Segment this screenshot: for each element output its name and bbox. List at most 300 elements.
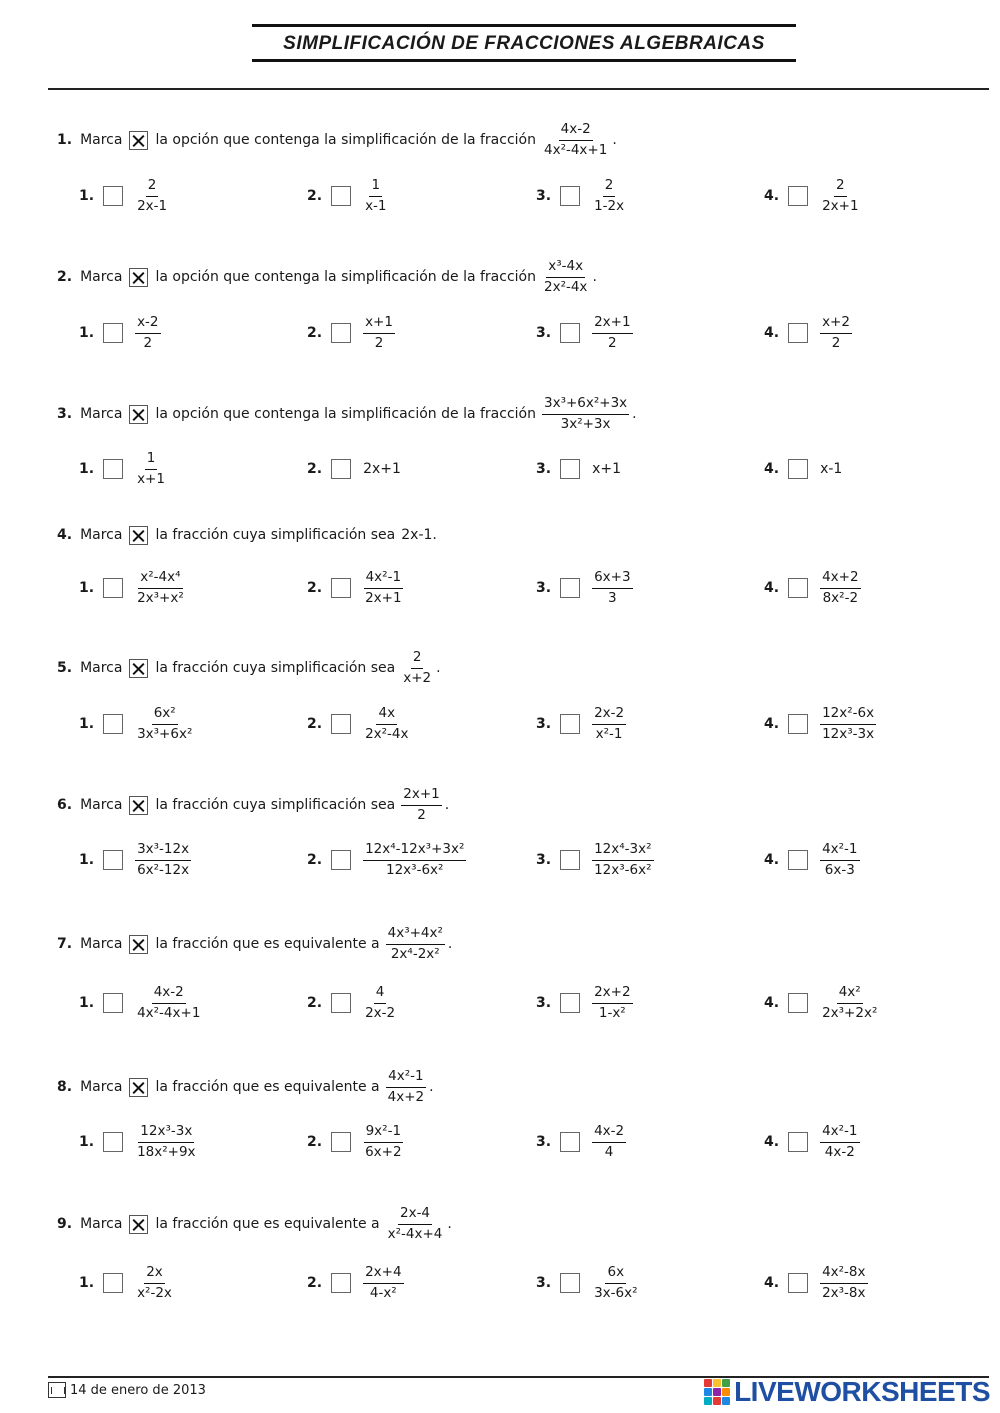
question-text: la fracción que es equivalente a bbox=[155, 1079, 380, 1095]
target-fraction bbox=[401, 787, 441, 823]
option-3[interactable] bbox=[514, 171, 628, 221]
option-fraction-numerator: 2x-2 bbox=[592, 706, 626, 725]
question-text: la fracción cuya simplificación sea bbox=[155, 527, 396, 543]
option-number: 1. bbox=[79, 461, 95, 477]
question-5-statement bbox=[57, 643, 441, 693]
option-fraction bbox=[135, 1265, 174, 1301]
option-number: 4. bbox=[764, 580, 780, 596]
option-fraction-numerator: 4x²-1 bbox=[820, 1124, 859, 1143]
target-fraction-denominator: 2x⁴-2x² bbox=[390, 945, 440, 962]
option-number: 2. bbox=[307, 1275, 323, 1291]
question-3-options bbox=[57, 444, 957, 504]
option-4[interactable] bbox=[742, 308, 854, 358]
option-fraction-numerator: 3x³-12x bbox=[135, 842, 191, 861]
marca-label: Marca bbox=[80, 797, 123, 813]
option-1[interactable] bbox=[57, 444, 169, 494]
option-number: 1. bbox=[79, 995, 95, 1011]
question-6 bbox=[57, 780, 957, 840]
option-2[interactable] bbox=[285, 1117, 406, 1167]
option-fraction bbox=[135, 315, 160, 351]
question-5-options bbox=[57, 699, 957, 759]
option-fraction-numerator: 2x+1 bbox=[592, 315, 632, 334]
question-8-statement bbox=[57, 1062, 434, 1112]
question-text: la opción que contenga la simplificación de la fracción bbox=[155, 269, 536, 285]
x-mark-icon bbox=[129, 935, 148, 954]
option-fraction bbox=[363, 842, 466, 878]
option-fraction-denominator: 12x³-6x² bbox=[386, 861, 444, 878]
option-fraction-denominator: 6x+2 bbox=[365, 1143, 402, 1160]
option-fraction-denominator: 2x+1 bbox=[822, 197, 859, 214]
option-4[interactable] bbox=[742, 1117, 862, 1167]
x-mark-icon bbox=[129, 659, 148, 678]
option-fraction bbox=[135, 570, 186, 606]
option-fraction-numerator: 2 bbox=[834, 178, 847, 197]
option-number: 1. bbox=[79, 716, 95, 732]
answer-checkbox[interactable] bbox=[103, 1132, 123, 1152]
answer-checkbox[interactable] bbox=[560, 993, 580, 1013]
marca-label: Marca bbox=[80, 132, 123, 148]
option-4[interactable] bbox=[742, 835, 862, 885]
option-1[interactable] bbox=[57, 563, 188, 613]
answer-checkbox[interactable] bbox=[560, 578, 580, 598]
answer-checkbox[interactable] bbox=[560, 714, 580, 734]
option-number: 2. bbox=[307, 852, 323, 868]
options-row bbox=[57, 835, 957, 885]
option-fraction-numerator: 4x²-8x bbox=[820, 1265, 867, 1284]
option-fraction-denominator: 2 bbox=[831, 334, 841, 351]
marca-label: Marca bbox=[80, 660, 123, 676]
target-fraction-denominator: 4x²-4x+1 bbox=[543, 141, 608, 158]
question-3-statement bbox=[57, 389, 637, 439]
answer-checkbox[interactable] bbox=[331, 186, 351, 206]
option-number: 1. bbox=[79, 1275, 95, 1291]
option-1[interactable] bbox=[57, 835, 193, 885]
option-fraction bbox=[135, 842, 191, 878]
period: . bbox=[447, 936, 453, 952]
answer-checkbox[interactable] bbox=[103, 850, 123, 870]
option-number: 3. bbox=[536, 580, 552, 596]
option-number: 3. bbox=[536, 325, 552, 341]
question-6-options bbox=[57, 835, 957, 895]
marca-label: Marca bbox=[80, 406, 123, 422]
options-row bbox=[57, 978, 957, 1028]
question-text: la opción que contenga la simplificación de la fracción bbox=[155, 132, 536, 148]
answer-checkbox[interactable] bbox=[103, 1273, 123, 1293]
answer-checkbox[interactable] bbox=[788, 186, 808, 206]
option-fraction-numerator: 9x²-1 bbox=[364, 1124, 403, 1143]
option-fraction-denominator: 4-x² bbox=[369, 1284, 397, 1301]
question-2-options bbox=[57, 308, 957, 368]
option-fraction-denominator: 6x-3 bbox=[824, 861, 855, 878]
option-1[interactable] bbox=[57, 171, 171, 221]
question-number: 7. bbox=[57, 936, 73, 952]
option-4[interactable] bbox=[742, 563, 863, 613]
question-4 bbox=[57, 510, 957, 570]
option-4[interactable] bbox=[742, 978, 881, 1028]
option-number: 4. bbox=[764, 716, 780, 732]
period: . bbox=[436, 660, 441, 676]
option-number: 1. bbox=[79, 325, 95, 341]
option-fraction-numerator: x+1 bbox=[363, 315, 395, 334]
option-fraction-numerator: 6x bbox=[605, 1265, 626, 1284]
question-text: la fracción que es equivalente a bbox=[155, 1216, 380, 1232]
option-fraction-numerator: 12x⁴-12x³+3x² bbox=[363, 842, 466, 861]
marca-label: Marca bbox=[80, 269, 123, 285]
option-fraction-numerator: 1 bbox=[145, 451, 158, 470]
option-fraction-denominator: 12x³-3x bbox=[822, 725, 875, 742]
question-text: la fracción que es equivalente a bbox=[155, 936, 380, 952]
option-number: 3. bbox=[536, 995, 552, 1011]
option-fraction bbox=[363, 570, 403, 606]
question-2-statement bbox=[57, 252, 597, 302]
target-fraction-denominator: x²-4x+4 bbox=[387, 1225, 443, 1242]
option-number: 4. bbox=[764, 188, 780, 204]
target-fraction-numerator: 4x³+4x² bbox=[386, 926, 445, 945]
question-number: 3. bbox=[57, 406, 73, 422]
answer-checkbox[interactable] bbox=[331, 459, 351, 479]
question-8-options bbox=[57, 1117, 957, 1177]
answer-checkbox[interactable] bbox=[560, 459, 580, 479]
answer-checkbox[interactable] bbox=[560, 850, 580, 870]
option-fraction-numerator: 2x+4 bbox=[363, 1265, 403, 1284]
answer-checkbox[interactable] bbox=[331, 323, 351, 343]
period: . bbox=[429, 1079, 434, 1095]
option-number: 1. bbox=[79, 188, 95, 204]
option-number: 4. bbox=[764, 852, 780, 868]
option-fraction bbox=[135, 178, 169, 214]
option-number: 2. bbox=[307, 1134, 323, 1150]
option-1[interactable] bbox=[57, 699, 196, 749]
option-2[interactable] bbox=[285, 1258, 406, 1308]
option-fraction-denominator: 2 bbox=[143, 334, 153, 351]
option-3[interactable] bbox=[514, 978, 635, 1028]
x-mark-icon bbox=[129, 1078, 148, 1097]
brand-name: LIVEWORKSHEETS bbox=[734, 1376, 990, 1407]
answer-checkbox[interactable] bbox=[103, 578, 123, 598]
option-number: 3. bbox=[536, 188, 552, 204]
target-fraction-numerator: 2x+1 bbox=[401, 787, 441, 806]
option-fraction-numerator: 2x bbox=[144, 1265, 165, 1284]
question-2 bbox=[57, 252, 957, 312]
answer-checkbox[interactable] bbox=[331, 850, 351, 870]
option-fraction-denominator: 1-2x bbox=[594, 197, 625, 214]
option-fraction-numerator: 4x bbox=[376, 706, 397, 725]
option-fraction-numerator: 4x²-1 bbox=[820, 842, 859, 861]
option-fraction-numerator: 6x² bbox=[152, 706, 178, 725]
option-fraction-numerator: 4x-2 bbox=[152, 985, 186, 1004]
option-3[interactable] bbox=[514, 563, 635, 613]
target-fraction bbox=[386, 926, 445, 962]
question-9-statement bbox=[57, 1199, 452, 1249]
option-fraction bbox=[363, 1124, 403, 1160]
option-fraction-numerator: 2x+2 bbox=[592, 985, 632, 1004]
option-fraction-numerator: x²-4x⁴ bbox=[138, 570, 182, 589]
option-fraction-denominator: 4x²-4x+1 bbox=[137, 1004, 201, 1021]
answer-checkbox[interactable] bbox=[331, 993, 351, 1013]
option-3[interactable] bbox=[514, 308, 635, 358]
period: . bbox=[592, 269, 597, 285]
question-1-statement bbox=[57, 115, 617, 165]
option-fraction bbox=[592, 178, 626, 214]
target-fraction bbox=[542, 259, 589, 295]
option-fraction bbox=[135, 1124, 197, 1160]
option-2[interactable] bbox=[285, 444, 401, 494]
answer-checkbox[interactable] bbox=[103, 186, 123, 206]
option-number: 3. bbox=[536, 852, 552, 868]
question-number: 1. bbox=[57, 132, 73, 148]
question-9-options bbox=[57, 1258, 957, 1318]
option-number: 2. bbox=[307, 995, 323, 1011]
answer-checkbox[interactable] bbox=[560, 186, 580, 206]
option-fraction bbox=[135, 706, 194, 742]
option-fraction-numerator: 4x-2 bbox=[592, 1124, 626, 1143]
answer-checkbox[interactable] bbox=[103, 993, 123, 1013]
question-3 bbox=[57, 389, 957, 449]
option-fraction-numerator: 4 bbox=[374, 985, 387, 1004]
question-number: 9. bbox=[57, 1216, 73, 1232]
option-fraction bbox=[592, 570, 632, 606]
option-fraction-denominator: 4x-2 bbox=[824, 1143, 855, 1160]
target-fraction-denominator: 2 bbox=[417, 806, 426, 823]
option-4[interactable] bbox=[742, 699, 878, 749]
option-fraction-denominator: 3x³+6x² bbox=[137, 725, 193, 742]
question-1 bbox=[57, 115, 957, 175]
marca-label: Marca bbox=[80, 1079, 123, 1095]
option-fraction bbox=[592, 985, 632, 1021]
target-fraction-numerator: 2x-4 bbox=[398, 1206, 432, 1225]
page-title: SIMPLIFICACIÓN DE FRACCIONES ALGEBRAICAS bbox=[283, 33, 765, 54]
option-fraction bbox=[820, 315, 852, 351]
option-2[interactable] bbox=[285, 308, 397, 358]
option-fraction-denominator: 8x²-2 bbox=[822, 589, 859, 606]
answer-checkbox[interactable] bbox=[331, 1273, 351, 1293]
option-number: 3. bbox=[536, 1275, 552, 1291]
option-fraction-denominator: 2x-1 bbox=[137, 197, 168, 214]
option-fraction bbox=[363, 1265, 403, 1301]
option-number: 1. bbox=[79, 852, 95, 868]
answer-checkbox[interactable] bbox=[788, 1132, 808, 1152]
question-number: 2. bbox=[57, 269, 73, 285]
period: . bbox=[612, 132, 617, 148]
marca-label: Marca bbox=[80, 936, 123, 952]
option-fraction-denominator: 2x+1 bbox=[365, 589, 402, 606]
option-fraction-denominator: x²-2x bbox=[137, 1284, 172, 1301]
option-fraction-denominator: 2x-2 bbox=[365, 1004, 396, 1021]
footer-date: 14 de enero de 2013 bbox=[70, 1382, 206, 1398]
option-fraction-numerator: 12x⁴-3x² bbox=[592, 842, 653, 861]
target-fraction bbox=[401, 650, 433, 686]
option-1[interactable] bbox=[57, 978, 204, 1028]
option-fraction-denominator: 3x-6x² bbox=[594, 1284, 638, 1301]
options-row bbox=[57, 1258, 957, 1308]
option-fraction-denominator: 2x³+x² bbox=[137, 589, 184, 606]
option-number: 2. bbox=[307, 325, 323, 341]
option-1[interactable] bbox=[57, 1258, 176, 1308]
option-fraction bbox=[363, 315, 395, 351]
answer-checkbox[interactable] bbox=[788, 323, 808, 343]
answer-checkbox[interactable] bbox=[331, 714, 351, 734]
option-fraction-numerator: x+2 bbox=[820, 315, 852, 334]
option-fraction-numerator: 6x+3 bbox=[592, 570, 632, 589]
target-fraction bbox=[542, 396, 629, 432]
x-mark-icon bbox=[129, 131, 148, 150]
option-number: 1. bbox=[79, 580, 95, 596]
option-number: 1. bbox=[79, 1134, 95, 1150]
option-number: 3. bbox=[536, 461, 552, 477]
option-2[interactable] bbox=[285, 563, 406, 613]
option-3[interactable] bbox=[514, 1117, 628, 1167]
option-number: 2. bbox=[307, 188, 323, 204]
question-number: 4. bbox=[57, 527, 73, 543]
option-fraction bbox=[592, 315, 632, 351]
option-number: 4. bbox=[764, 325, 780, 341]
target-fraction-numerator: 4x-2 bbox=[559, 122, 593, 141]
option-number: 4. bbox=[764, 995, 780, 1011]
target-fraction-numerator: 4x²-1 bbox=[386, 1069, 425, 1088]
answer-checkbox[interactable] bbox=[560, 1273, 580, 1293]
liveworksheets-icon bbox=[704, 1379, 730, 1405]
answer-checkbox[interactable] bbox=[331, 578, 351, 598]
option-1[interactable] bbox=[57, 308, 163, 358]
option-fraction-denominator: 2 bbox=[374, 334, 384, 351]
option-fraction-denominator: x²-1 bbox=[595, 725, 623, 742]
option-3[interactable] bbox=[514, 1258, 642, 1308]
option-2[interactable] bbox=[285, 699, 413, 749]
question-4-options bbox=[57, 563, 957, 623]
option-fraction bbox=[820, 985, 879, 1021]
options-row bbox=[57, 563, 957, 613]
top-divider bbox=[48, 88, 989, 90]
marca-label: Marca bbox=[80, 527, 123, 543]
footer bbox=[48, 1382, 206, 1398]
option-fraction bbox=[820, 178, 860, 214]
question-1-options bbox=[57, 171, 957, 231]
answer-checkbox[interactable] bbox=[788, 850, 808, 870]
option-fraction bbox=[820, 570, 860, 606]
option-number: 2. bbox=[307, 461, 323, 477]
options-row bbox=[57, 699, 957, 749]
answer-checkbox[interactable] bbox=[103, 459, 123, 479]
option-2[interactable] bbox=[285, 171, 391, 221]
option-fraction-numerator: 12x²-6x bbox=[820, 706, 876, 725]
option-fraction-denominator: 6x²-12x bbox=[137, 861, 190, 878]
options-row bbox=[57, 308, 957, 358]
period: . bbox=[632, 406, 637, 422]
option-fraction bbox=[820, 842, 859, 878]
option-fraction-denominator: 1-x² bbox=[598, 1004, 626, 1021]
option-fraction-denominator: 2x³+2x² bbox=[822, 1004, 878, 1021]
option-2[interactable] bbox=[285, 835, 468, 885]
option-fraction bbox=[592, 1265, 639, 1301]
option-number: 2. bbox=[307, 580, 323, 596]
answer-checkbox[interactable] bbox=[331, 1132, 351, 1152]
option-4[interactable] bbox=[742, 171, 863, 221]
target-fraction bbox=[386, 1069, 426, 1105]
question-6-statement bbox=[57, 780, 449, 830]
period: . bbox=[447, 1216, 452, 1232]
option-1[interactable] bbox=[57, 1117, 200, 1167]
answer-checkbox[interactable] bbox=[788, 1273, 808, 1293]
answer-checkbox[interactable] bbox=[103, 714, 123, 734]
option-fraction-numerator: x-2 bbox=[135, 315, 160, 334]
answer-checkbox[interactable] bbox=[788, 714, 808, 734]
options-row bbox=[57, 1117, 957, 1167]
option-number: 2. bbox=[307, 716, 323, 732]
x-mark-icon bbox=[129, 405, 148, 424]
question-9 bbox=[57, 1199, 957, 1259]
target-fraction-numerator: x³-4x bbox=[546, 259, 585, 278]
option-fraction-denominator: x-1 bbox=[365, 197, 387, 214]
option-number: 4. bbox=[764, 461, 780, 477]
x-mark-icon bbox=[129, 796, 148, 815]
answer-checkbox[interactable] bbox=[560, 1132, 580, 1152]
option-4[interactable] bbox=[742, 444, 842, 494]
option-fraction bbox=[363, 706, 410, 742]
question-number: 6. bbox=[57, 797, 73, 813]
target-fraction-denominator: 4x+2 bbox=[387, 1088, 425, 1105]
question-number: 5. bbox=[57, 660, 73, 676]
option-fraction-numerator: 4x² bbox=[837, 985, 863, 1004]
option-fraction bbox=[592, 706, 626, 742]
option-fraction-denominator: 12x³-6x² bbox=[594, 861, 652, 878]
target-fraction-numerator: 2 bbox=[411, 650, 424, 669]
answer-checkbox[interactable] bbox=[788, 993, 808, 1013]
target-expression: 2x-1. bbox=[401, 527, 437, 543]
question-8 bbox=[57, 1062, 957, 1122]
option-fraction-denominator: 3 bbox=[608, 589, 617, 606]
option-expression: 2x+1 bbox=[363, 461, 401, 477]
option-fraction bbox=[820, 1265, 867, 1301]
option-fraction-denominator: 2x³-8x bbox=[822, 1284, 866, 1301]
question-text: la opción que contenga la simplificación de la fracción bbox=[155, 406, 536, 422]
option-fraction-numerator: 4x+2 bbox=[820, 570, 860, 589]
brand-logo bbox=[704, 1376, 990, 1408]
option-3[interactable] bbox=[514, 699, 628, 749]
option-2[interactable] bbox=[285, 978, 399, 1028]
option-3[interactable] bbox=[514, 835, 656, 885]
option-fraction bbox=[592, 1124, 626, 1160]
answer-checkbox[interactable] bbox=[103, 323, 123, 343]
option-expression: x-1 bbox=[820, 461, 843, 477]
period: . bbox=[444, 797, 450, 813]
option-number: 3. bbox=[536, 716, 552, 732]
option-fraction-numerator: 4x²-1 bbox=[364, 570, 403, 589]
option-fraction-denominator: 18x²+9x bbox=[137, 1143, 196, 1160]
question-5 bbox=[57, 643, 957, 703]
question-7-statement bbox=[57, 919, 452, 969]
option-fraction-numerator: 2 bbox=[603, 178, 616, 197]
target-fraction bbox=[542, 122, 609, 158]
x-mark-icon bbox=[129, 268, 148, 287]
option-fraction bbox=[592, 842, 653, 878]
option-fraction bbox=[135, 985, 202, 1021]
option-fraction bbox=[820, 1124, 859, 1160]
answer-checkbox[interactable] bbox=[788, 459, 808, 479]
target-fraction-denominator: x+2 bbox=[403, 669, 432, 686]
answer-checkbox[interactable] bbox=[560, 323, 580, 343]
question-7-options bbox=[57, 978, 957, 1038]
option-fraction bbox=[135, 451, 167, 487]
target-fraction-numerator: 3x³+6x²+3x bbox=[542, 396, 629, 415]
option-3[interactable] bbox=[514, 444, 621, 494]
answer-checkbox[interactable] bbox=[788, 578, 808, 598]
option-4[interactable] bbox=[742, 1258, 870, 1308]
question-number: 8. bbox=[57, 1079, 73, 1095]
marca-label: Marca bbox=[80, 1216, 123, 1232]
option-expression: x+1 bbox=[592, 461, 621, 477]
title-box bbox=[252, 24, 796, 62]
option-number: 4. bbox=[764, 1275, 780, 1291]
